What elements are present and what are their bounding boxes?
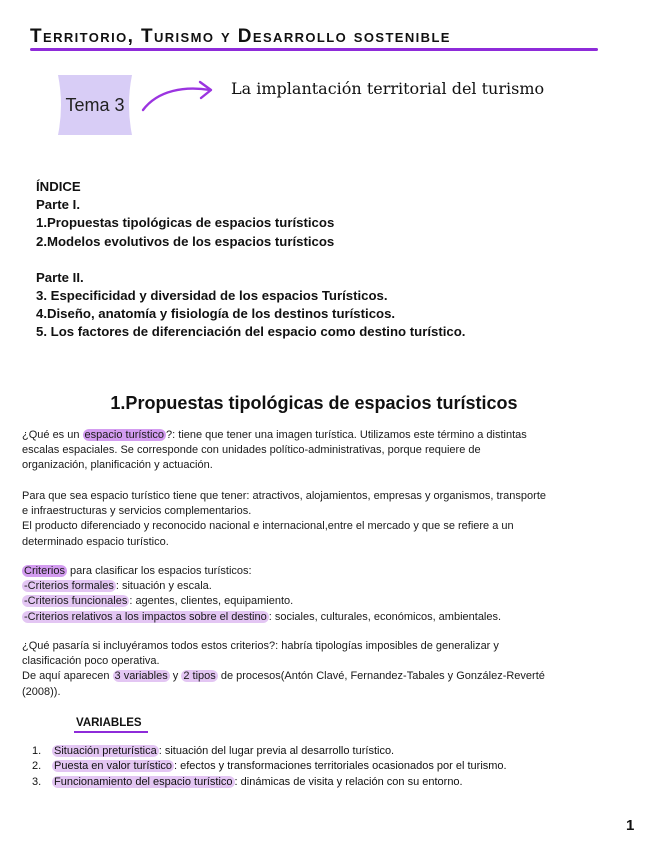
list-number: 3. — [32, 775, 42, 788]
tema-badge — [52, 75, 138, 135]
text-line: e infraestructuras y servicios complementarios. — [22, 505, 252, 518]
index-item: 3. Especificidad y diversidad de los espacios Turísticos. — [36, 288, 388, 304]
list-number: 1. — [32, 745, 42, 757]
text-line: determinado espacio turístico. — [22, 535, 169, 548]
highlight: Puesta en valor turístico — [54, 760, 173, 773]
text: De aquí aparecen — [22, 670, 113, 683]
text-line: escalas espaciales. Se corresponde con unidades político-administrativas, porque requiere de — [22, 444, 481, 457]
highlight: 2 tipos — [183, 670, 216, 683]
text: : agentes, clientes, equipamiento. — [129, 595, 294, 608]
variables-list — [32, 744, 507, 790]
variables-underline — [74, 731, 148, 733]
section-title: 1.Propuestas tipológicas de espacios turísticos — [110, 393, 518, 413]
list-item — [32, 775, 507, 790]
paragraph-tipologias — [22, 639, 632, 700]
paragraph-requisitos — [22, 489, 632, 550]
curved-arrow-icon — [140, 80, 220, 114]
list-number: 2. — [32, 760, 42, 773]
highlight: espacio turístico — [84, 429, 165, 441]
highlight: -Criterios relativos a los impactos sobre el destino — [24, 610, 267, 623]
highlight: -Criterios funcionales — [24, 595, 128, 608]
index-heading: ÍNDICE — [36, 179, 81, 194]
text: : efectos y transformaciones territoriales ocasionados por el turismo. — [174, 760, 507, 773]
text-line: Para que sea espacio turístico tiene que tener: atractivos, alojamientos, empresas y organismos, transporte — [22, 490, 546, 502]
highlight: Situación preturística — [54, 745, 157, 757]
text: para clasificar los espacios turísticos: — [66, 565, 252, 577]
text: y — [169, 670, 182, 683]
text: : dinámicas de visita y relación con su entorno. — [234, 775, 463, 788]
index-item: 5. Los factores de diferenciación del espacio como destino turístico. — [36, 324, 466, 340]
variables-heading: VARIABLES — [76, 717, 142, 729]
text: : situación del lugar previa al desarrollo turístico. — [158, 745, 395, 757]
text: ¿Qué es un — [22, 429, 83, 441]
text: : sociales, culturales, económicos, ambientales. — [268, 610, 502, 623]
header-title: Territorio, Turismo y Desarrollo sostenible — [30, 26, 451, 47]
chapter-subtitle: La implantación territorial del turismo — [231, 79, 545, 98]
text-line: ¿Qué pasaría si incluyéramos todos estos criterios?: habría tipologías imposibles de generalizar y — [22, 640, 499, 652]
text-line: (2008)). — [22, 685, 61, 698]
list-item — [32, 759, 507, 774]
text: : situación y escala. — [115, 580, 212, 593]
text-line: clasificación poco operativa. — [22, 655, 160, 668]
table-of-contents — [36, 178, 465, 342]
highlight: 3 variables — [114, 670, 168, 683]
index-item: 2.Modelos evolutivos de los espacios turísticos — [36, 233, 335, 249]
index-part-2: Parte II. — [36, 269, 84, 285]
index-part-1: Parte I. — [36, 197, 80, 213]
header-underline — [30, 48, 598, 51]
paragraph-espacio-turistico — [22, 428, 632, 474]
highlight: Funcionamiento del espacio turístico — [54, 775, 233, 788]
tema-label: Tema 3 — [65, 95, 125, 115]
text-line: El producto diferenciado y reconocido nacional e internacional,entre el mercado y que se refiere a un — [22, 520, 514, 533]
highlight: Criterios — [24, 565, 65, 577]
text: ?: tiene que tener una imagen turística. Utilizamos este término a distintas — [166, 429, 527, 441]
text-line: organización, planificación y actuación. — [22, 459, 213, 472]
highlight: -Criterios formales — [24, 580, 114, 593]
page-number: 1 — [626, 817, 635, 834]
paragraph-criterios — [22, 564, 632, 625]
list-item — [32, 744, 507, 759]
index-item: 1.Propuestas tipológicas de espacios turísticos — [36, 215, 335, 231]
text: de procesos(Antón Clavé, Fernandez-Tabales y González-Reverté — [217, 670, 545, 683]
index-item: 4.Diseño, anatomía y fisiología de los destinos turísticos. — [36, 306, 396, 322]
